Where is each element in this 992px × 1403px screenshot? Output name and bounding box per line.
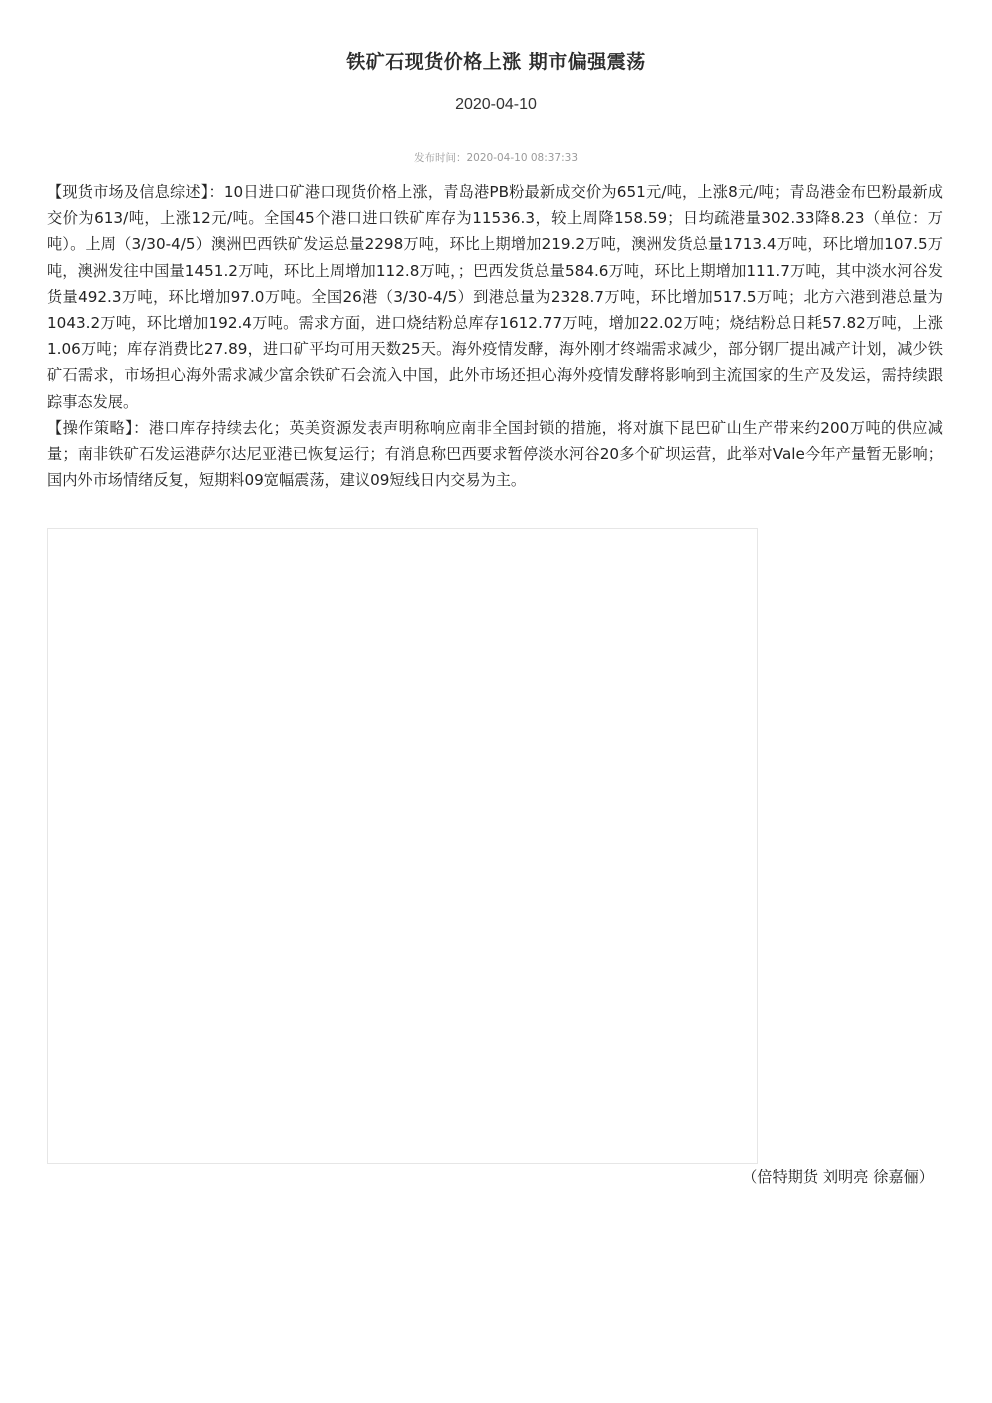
article-body — [47, 179, 943, 493]
article-image-placeholder — [47, 528, 758, 1164]
article-date: 2020-04-10 — [455, 96, 537, 113]
article-title: 铁矿石现货价格上涨 期市偏强震荡 — [346, 51, 646, 73]
publish-time: 发布时间：2020-04-10 08:37:33 — [413, 152, 579, 164]
market-summary-paragraph: 【现货市场及信息综述】：10日进口矿港口现货价格上涨，青岛港PB粉最新成交价为651元/吨，上涨8元/吨；青岛港金布巴粉最新成交价为613/吨，上涨12元/吨。全国45个港口进口铁矿库存为11536.3，较上周降158.59；日均疏港量302.33降8.23（单位：万吨）。上周（3/30-4/5）澳洲巴西铁矿发运总量2298万吨，环比上期增加219.2万吨，澳洲发货总量1713.4万吨，环比增加107.5万吨，澳洲发往中国量1451.2万吨，环比上周增加112.8万吨，；巴西发货总量584.6万吨，环比上期增加111.7万吨，其中淡水河谷发货量492.3万吨，环比增加97.0万吨。全国26港（3/30-4/5）到港总量为2328.7万吨，环比增加517.5万吨；北方六港到港总量为1043.2万吨，环比增加192.4万吨。需求方面，进口烧结粉总库存1612.77万吨，增加22.02万吨；烧结粉总日耗57.82万吨，上涨1.06万吨；库存消费比27.89，进口矿平均可用天数25天。海外疫情发酵，海外刚才终端需求减少，部分钢厂提出减产计划，减少铁矿石需求，市场担心海外需求减少富余铁矿石会流入中国，此外市场还担心海外疫情发酵将影响到主流国家的生产及发运，需持续跟踪事态发展。 — [47, 183, 943, 411]
article-byline: （倍特期货 刘明亮 徐嘉俪） — [742, 1168, 934, 1186]
strategy-paragraph: 【操作策略】：港口库存持续去化；英美资源发表声明称响应南非全国封锁的措施，将对旗下昆巴矿山生产带来约200万吨的供应减量；南非铁矿石发运港萨尔达尼亚港已恢复运行；有消息称巴西要求暂停淡水河谷20多个矿坝运营，此举对Vale今年产量暂无影响；国内外市场情绪反复，短期料09宽幅震荡，建议09短线日内交易为主。 — [47, 418, 943, 490]
